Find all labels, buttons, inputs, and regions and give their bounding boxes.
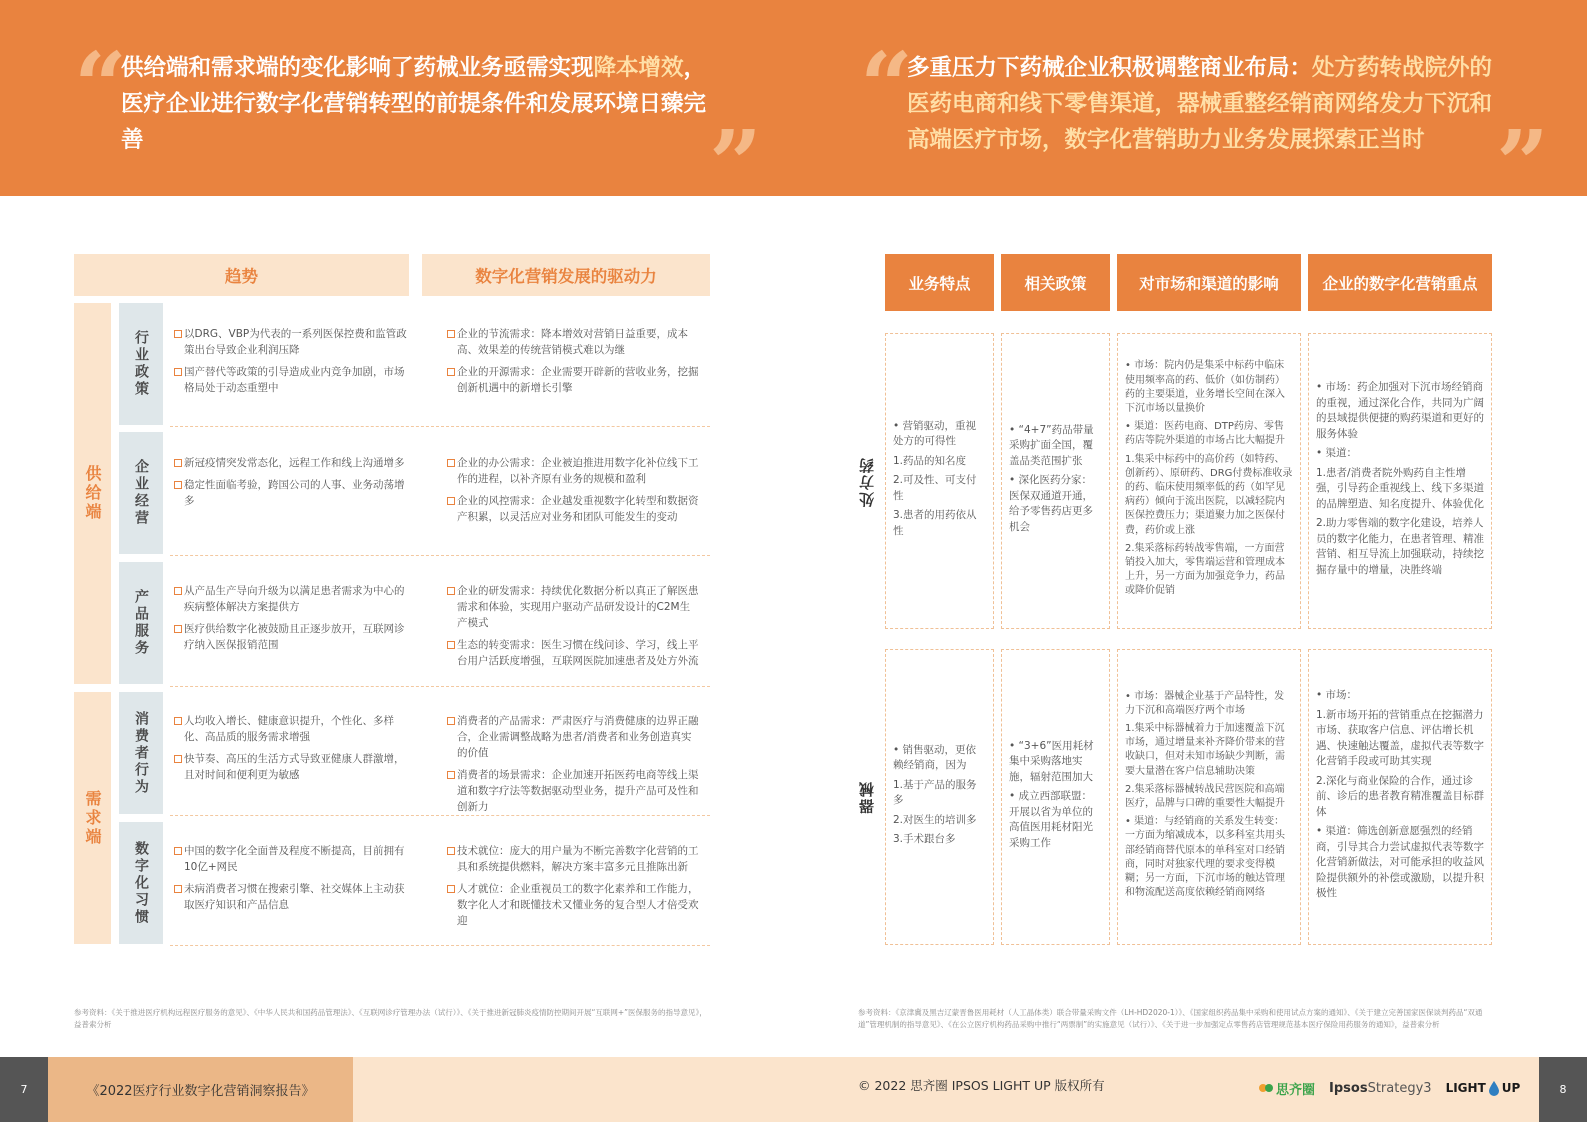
header-market-impact: 对市场和渠道的影响 (1117, 254, 1301, 311)
row-label-enterprise: 企业经营 (119, 432, 163, 554)
partner-logos (1258, 1073, 1520, 1103)
list-item: 企业的开源需求：企业需要开辟新的营收业务，挖掘创新机遇中的新增长引擎 (447, 364, 699, 396)
ipsos-logo: IpsosStrategy3 (1329, 1080, 1432, 1096)
row-label-device: 器械 (857, 780, 876, 814)
row-label-product: 产品服务 (119, 562, 163, 684)
header-banner (0, 0, 1587, 218)
report-title: 《2022医疗行业数字化营销洞察报告》 (48, 1057, 353, 1122)
header-digital-focus: 企业的数字化营销重点 (1308, 254, 1492, 311)
list-item: 企业的节流需求：降本增效对营销日益重要，成本高、效果差的传统营销模式难以为继 (447, 326, 699, 358)
group-label-supply: 供给端 (74, 303, 111, 684)
list-item: 稳定性面临考验，跨国公司的人事、业务动荡增多 (174, 477, 414, 509)
open-quote-icon: “ (860, 32, 913, 140)
close-quote-icon: ” (709, 110, 762, 218)
group-label-demand: 需求端 (74, 692, 111, 944)
table-cell: • “4+7”药品带量采购扩面全国，覆盖品类范围扩张 • 深化医药分家：医保双通道开通，给予零售药店更多机会 (1001, 333, 1110, 629)
left-quote-text: 供给端和需求端的变化影响了药械业务亟需实现降本增效，医疗企业进行数字化营销转型的前提条件和发展环境日臻完善 (121, 55, 707, 153)
right-quote (860, 32, 1549, 218)
list-item: 人均收入增长、健康意识提升，个性化、多样化、高品质的服务需求增强 (174, 713, 414, 745)
right-quote-text: 多重压力下药械企业积极调整商业布局：处方药转战院外的医药电商和线下零售渠道，器械重整经销商网络发力下沉和高端医疗市场，数字化营销助力业务发展探索正当时 (907, 55, 1493, 153)
close-quote-icon: ” (1496, 110, 1549, 218)
header-business-feature: 业务特点 (885, 254, 994, 311)
drop-icon (1488, 1080, 1500, 1096)
list-item: 中国的数字化全面普及程度不断提高，目前拥有10亿+网民 (174, 843, 414, 875)
driver-cell (447, 326, 699, 402)
copyright-text: © 2022 思齐圈 IPSOS LIGHT UP 版权所有 (858, 1078, 1105, 1093)
header-policy: 相关政策 (1001, 254, 1110, 311)
list-item: 技术就位：庞大的用户量为不断完善数字化营销的工具和系统提供燃料，解决方案丰富多元且推陈出新 (447, 843, 699, 875)
open-quote-icon: “ (74, 32, 127, 140)
reference-note-left: 参考资料：《关于推进医疗机构远程医疗服务的意见》、《中华人民共和国药品管理法》、《互联网诊疗管理办法（试行）》、《关于推进新冠肺炎疫情防控期间开展“互联网+”医保服务的指导意见》，益普索分析 (74, 1008, 707, 1029)
list-item: 生态的转变需求：医生习惯在线问诊、学习，线上平台用户活跃度增强，互联网医院加速患者及处方外流 (447, 637, 699, 669)
driver-cell (447, 455, 699, 531)
sqq-leaf-icon (1258, 1080, 1274, 1096)
driver-cell (447, 583, 699, 675)
table-cell: • 市场：药企加强对下沉市场经销商的重视，通过深化合作，共同为广阔的县域提供便捷的购药渠道和更好的服务体验 • 渠道： 1.患者/消费者院外购药自主性增强，引导药企重视线上、线下多渠道的品牌塑造、知名度提升、体验优化 2.助力零售端的数字化建设，培养人员的数字化能力，在患者管理、精准营销、相互导流上加强联动，持续挖掘存量中的增量，决胜终端 (1308, 333, 1492, 629)
trend-cell (174, 713, 414, 789)
list-item: 企业的办公需求：企业被迫推进用数字化补位线下工作的进程，以补齐原有业务的规模和盈利 (447, 455, 699, 487)
list-item: 以DRG、VBP为代表的一系列医保控费和监管政策出台导致企业利润压降 (174, 326, 414, 358)
row-divider (170, 426, 710, 427)
trend-cell (174, 326, 414, 402)
table-cell: • 销售驱动，更依赖经销商，因为 1.基于产品的服务多 2.对医生的培训多 3.手术跟台多 (885, 649, 994, 945)
row-divider (170, 815, 710, 816)
row-divider (170, 686, 710, 687)
list-item: 人才就位：企业重视员工的数字化素养和工作能力，数字化人才和既懂技术又懂业务的复合型人才倍受欢迎 (447, 881, 699, 929)
list-item: 企业的研发需求：持续优化数据分析以真正了解医患需求和体验，实现用户驱动产品研发设计的C2M生产模式 (447, 583, 699, 631)
sqq-logo: 思齐圈 (1258, 1079, 1315, 1098)
driver-cell (447, 713, 699, 821)
page-number-left: 7 (0, 1057, 48, 1122)
list-item: 医疗供给数字化被鼓励且正逐步放开，互联网诊疗纳入医保报销范围 (174, 621, 414, 653)
list-item: 消费者的产品需求：严肃医疗与消费健康的边界正融合，企业需调整战略为患者/消费者和业务创造真实的价值 (447, 713, 699, 761)
lightup-logo: LIGHT UP (1445, 1081, 1521, 1095)
trend-cell (174, 455, 414, 515)
row-label-digital-habit: 数字化习惯 (119, 822, 163, 944)
driver-cell (447, 843, 699, 935)
table-cell: • 市场：院内仍是集采中标药中临床使用频率高的药、低价（如仿制药）药的主要渠道，业务增长空间在深入下沉市场以量换价 • 渠道：医药电商、DTP药房、零售药店等院外渠道的市场占比大幅提升 1.集采中标药中的高价药（如特药、创新药）、原研药、DRG付费标准收录的药、临床使用频率低的药（如罕见病药）倾向于流出医院，以减轻院内医保控费压力；渠道聚力加之医保付费，药价或上涨 2.集采落标药转战零售端，一方面营销投入加大，零售端运营和管理成本上升，另一方面为加强竞争力，药品或降价促销 (1117, 333, 1301, 629)
row-divider (170, 555, 710, 556)
list-item: 企业的风控需求：企业越发重视数字化转型和数据资产积累，以灵活应对业务和团队可能发生的变动 (447, 493, 699, 525)
list-item: 消费者的场景需求：企业加速开拓医药电商等线上渠道和数字疗法等数据驱动型业务，提升产品可及性和创新力 (447, 767, 699, 815)
trend-cell (174, 843, 414, 919)
left-quote (74, 32, 762, 218)
row-label-consumer: 消费者行为 (119, 692, 163, 814)
list-item: 国产替代等政策的引导造成业内竞争加剧，市场格局处于动态重塑中 (174, 364, 414, 396)
row-divider (170, 945, 710, 946)
list-item: 快节奏、高压的生活方式导致亚健康人群激增，且对时间和便利更为敏感 (174, 751, 414, 783)
list-item: 新冠疫情突发常态化，远程工作和线上沟通增多 (174, 455, 414, 471)
trend-header: 趋势 (74, 254, 409, 296)
table-cell: • 市场： 1.新市场开拓的营销重点在挖掘潜力市场、获取客户信息、评估增长机遇、快速触达覆盖，虚拟代表等数字化营销手段或可助其实现 2.深化与商业保险的合作，通过诊前、诊后的患者教育精准覆盖目标群体 • 渠道：筛选创新意愿强烈的经销商，引导其合力尝试虚拟代表等数字化营销新做法，对可能承担的收益风险提供额外的补偿或激励，以提升积极性 (1308, 649, 1492, 945)
list-item: 从产品生产导向升级为以满足患者需求为中心的疾病整体解决方案提供方 (174, 583, 414, 615)
driver-header: 数字化营销发展的驱动力 (422, 254, 710, 296)
reference-note-right: 参考资料：《京津冀及黑吉辽蒙晋鲁医用耗材（人工晶体类）联合带量采购文件（LH-HD2020-1）》、《国家组织药品集中采购和使用试点方案的通知》、《关于建立完善国家医保谈判药品“双通道”管理机制的指导意见》、《在公立医疗机构药品采购中推行“两票制”的实施意见（试行）》、《关于进一步加强定点零售药店管理规范基本医疗保险用药服务的通知》，益普索分析 (858, 1008, 1483, 1029)
row-label-prescription: 处方药 (857, 455, 876, 507)
table-cell: • 市场：器械企业基于产品特性，发力下沉和高端医疗两个市场 1.集采中标器械着力于加速覆盖下沉市场，通过增量来补齐降价带来的营收缺口，但对未知市场缺少判断，需要大量潜在客户信息辅助决策 2.集采落标器械转战民营医院和高端医疗，品牌与口碑的重要性大幅提升 • 渠道：与经销商的关系发生转变：一方面为缩减成本，以多科室共用头部经销商替代原本的单科室对口经销商，同时对独家代理的要求变得模糊；另一方面，下沉市场的触达管理和物流配送高度依赖经销商网络 (1117, 649, 1301, 945)
footer (0, 1057, 1587, 1122)
trend-cell (174, 583, 414, 659)
list-item: 未病消费者习惯在搜索引擎、社交媒体上主动获取医疗知识和产品信息 (174, 881, 414, 913)
row-label-industry-policy: 行业政策 (119, 303, 163, 425)
table-cell: • “3+6”医用耗材集中采购落地实施，辐射范围加大 • 成立西部联盟：开展以省为单位的高值医用耗材阳光采购工作 (1001, 649, 1110, 945)
table-cell: • 营销驱动，重视处方的可得性 1.药品的知名度 2.可及性、可支付性 3.患者的用药依从性 (885, 333, 994, 629)
page-number-right: 8 (1539, 1057, 1587, 1122)
